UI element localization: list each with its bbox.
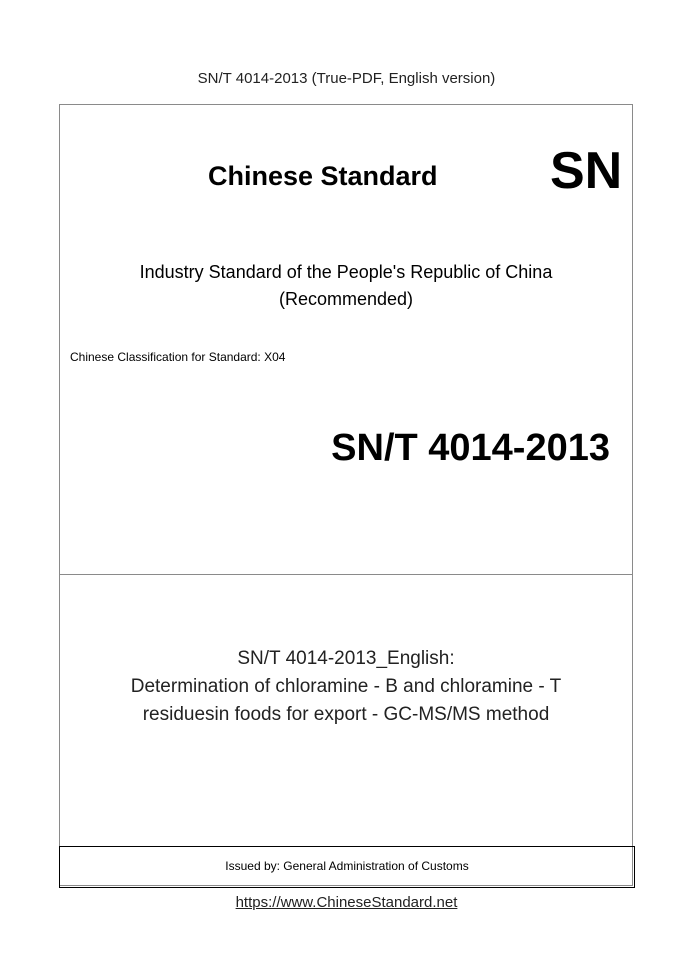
classification-label: Chinese Classification for Standard: X04: [70, 350, 286, 364]
cover-frame: [59, 104, 633, 886]
footer: [0, 894, 693, 911]
title-line-2: Determination of chloramine - B and chloramine - T: [130, 676, 562, 697]
cover-upper-section: [60, 105, 632, 575]
document-reference-header: SN/T 4014-2013 (True-PDF, English version): [197, 70, 496, 87]
industry-line-2: (Recommended): [278, 289, 414, 309]
standard-number: SN/T 4014-2013: [331, 427, 610, 469]
website-link[interactable]: https://www.ChineseStandard.net: [235, 894, 458, 911]
brand-title: Chinese Standard: [208, 161, 438, 191]
issuer-text: Issued by: General Administration of Customs: [225, 859, 469, 873]
issuer-box: [59, 846, 635, 888]
document-title: [60, 645, 632, 729]
title-line-3: residuesin foods for export - GC-MS/MS method: [142, 704, 550, 725]
title-line-1: SN/T 4014-2013_English:: [237, 648, 455, 669]
industry-standard-statement: [60, 259, 632, 313]
industry-line-1: Industry Standard of the People's Republic of China: [139, 262, 553, 282]
brand-code-logo: SN: [550, 142, 623, 200]
